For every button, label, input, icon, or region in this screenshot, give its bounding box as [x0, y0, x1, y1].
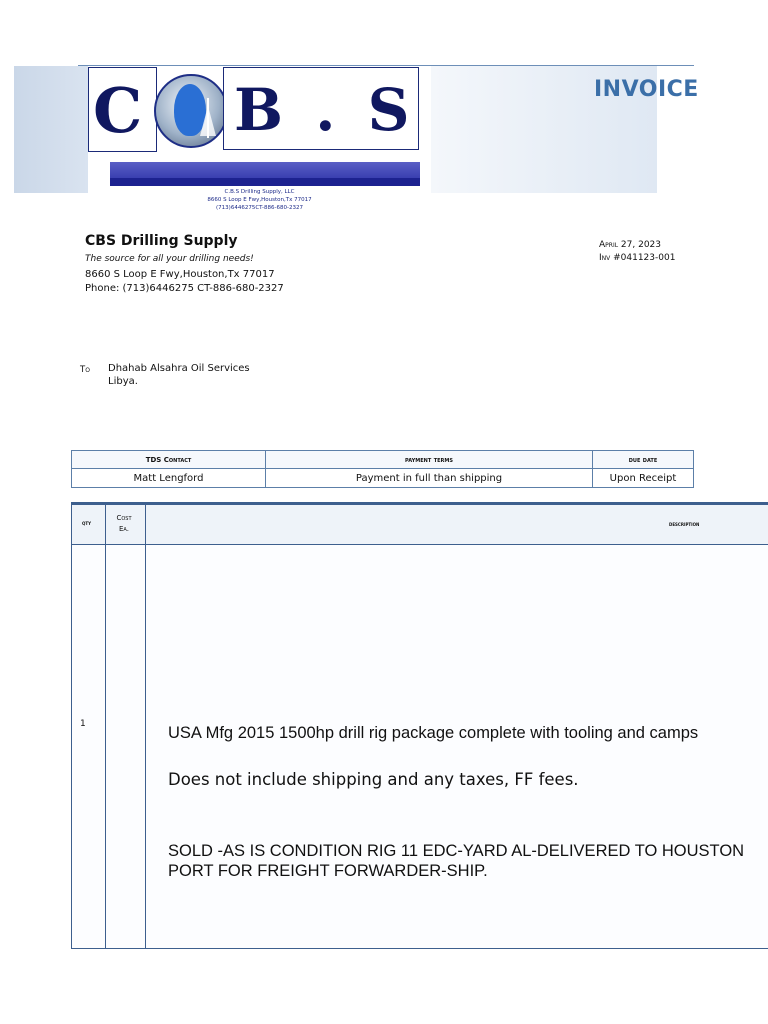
recipient-country: Libya. — [108, 376, 138, 387]
terms-payment: Payment in full than shipping — [266, 469, 593, 488]
logo-letters-bs: B . S — [234, 76, 416, 144]
item-description-line: SOLD -AS IS CONDITION RIG 11 EDC-YARD AL-DELIVERED TO HOUSTON PORT FOR FREIGHT FORWARDER-SHIP. — [168, 842, 745, 880]
items-header-description: description — [669, 521, 700, 528]
terms-header-due: due date — [593, 451, 694, 469]
terms-header-contact: TDS Contact — [72, 451, 266, 469]
items-header-row — [72, 505, 768, 545]
terms-header-payment: payment terms — [266, 451, 593, 469]
company-address: 8660 S Loop E Fwy,Houston,Tx 77017 — [85, 269, 275, 280]
invoice-title: INVOICE — [594, 77, 699, 102]
items-header-cost: Cost Ea. — [116, 514, 132, 533]
items-col-divider — [105, 505, 106, 948]
recipient-label: To — [80, 365, 90, 375]
item-description-line: Does not include shipping and any taxes, FF fees. — [168, 770, 579, 789]
item-qty: 1 — [80, 719, 86, 729]
logo-company-line: C.B.S Drilling Supply, LLC — [224, 189, 295, 195]
company-tagline: The source for all your drilling needs! — [85, 254, 254, 264]
invoice-date: April 27, 2023 — [599, 240, 661, 250]
logo-stripe-dark — [110, 178, 420, 186]
logo-c-box — [88, 67, 157, 152]
invoice-number: Inv #041123-001 — [599, 253, 676, 263]
logo-address-line: 8660 S Loop E Fwy,Houston,Tx 77017 — [207, 197, 312, 203]
items-header-qty: qty — [82, 520, 92, 527]
oil-drop-icon — [174, 84, 206, 136]
terms-due-date: Upon Receipt — [593, 469, 694, 488]
logo-letter-c: C — [93, 74, 143, 147]
logo-bs-box — [223, 67, 419, 150]
line-items-table — [71, 505, 768, 949]
items-col-divider — [145, 505, 146, 948]
payment-terms-table — [71, 450, 694, 488]
item-description-line: USA Mfg 2015 1500hp drill rig package complete with tooling and camps — [168, 724, 699, 742]
company-phone: Phone: (713)6446275 CT-886-680-2327 — [85, 283, 284, 294]
terms-contact: Matt Lengford — [72, 469, 266, 488]
terms-header-row — [72, 451, 694, 469]
company-logo — [88, 66, 431, 216]
oil-derrick-icon — [154, 74, 228, 148]
recipient-name: Dhahab Alsahra Oil Services — [108, 363, 250, 374]
terms-value-row — [72, 469, 694, 488]
logo-phone-line: (713)6446275CT-886-680-2327 — [216, 205, 303, 211]
company-name: CBS Drilling Supply — [85, 233, 238, 249]
